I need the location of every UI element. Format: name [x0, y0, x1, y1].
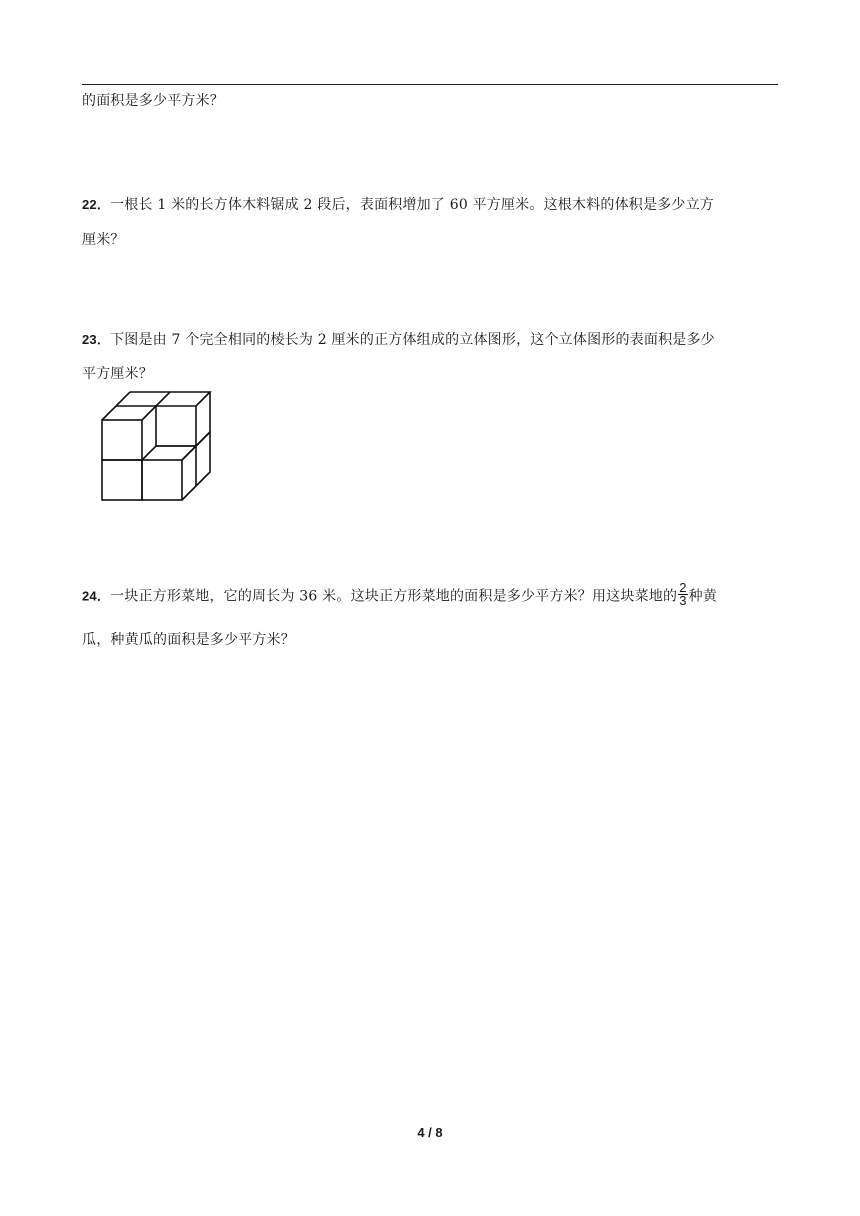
q22-line-1 — [82, 196, 714, 214]
q22-line-2: 厘米？ — [82, 232, 125, 248]
q22-text-1: 一根长 1 米的长方体木料锯成 2 段后，表面积增加了 60 平方厘米。这根木料的体积是多少立方 — [110, 197, 714, 213]
q23-number: 23． — [82, 332, 111, 347]
q24-text-1b: 种黄 — [688, 588, 718, 605]
q22-number: 22． — [82, 197, 111, 212]
fraction-two-thirds — [678, 582, 687, 607]
cube-front-bottom-right — [142, 460, 182, 500]
header-rule — [82, 84, 778, 85]
q23-line-2: 平方厘米？ — [82, 366, 153, 382]
cube-front-bottom-left — [102, 460, 142, 500]
q24-number: 24． — [82, 588, 111, 604]
q21-continuation: 的面积是多少平方米？ — [82, 93, 224, 109]
q24-line-2: 瓜，种黄瓜的面积是多少平方米？ — [82, 632, 295, 648]
q23-line-1 — [82, 331, 715, 349]
cube-figure-drawing — [98, 388, 218, 504]
q24-text-1a: 一块正方形菜地，它的周长为 36 米。这块正方形菜地的面积是多少平方米？用这块菜地的 — [110, 588, 678, 605]
fraction-denominator: 3 — [679, 593, 687, 608]
cube-figure — [98, 388, 218, 508]
page-number: 4 / 8 — [417, 1125, 443, 1140]
q23-text-1: 下图是由 7 个完全相同的棱长为 2 厘米的正方体组成的立体图形，这个立体图形的表面积是多少 — [110, 332, 715, 348]
fraction-numerator: 2 — [679, 580, 687, 595]
cube-front-top-left — [102, 420, 142, 460]
q24-line-1 — [82, 580, 718, 609]
